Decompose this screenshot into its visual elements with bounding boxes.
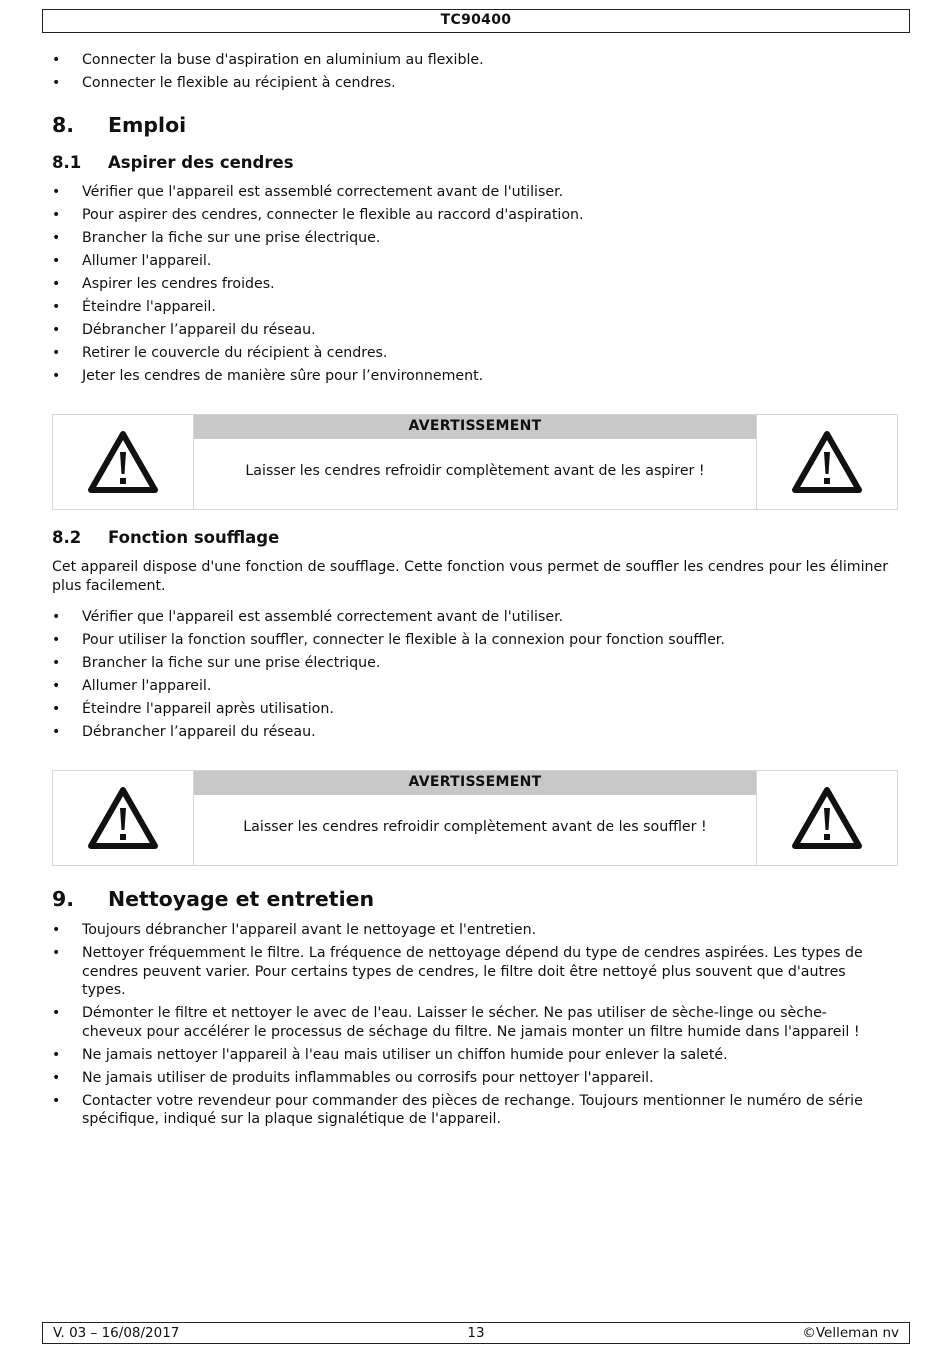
section-9-list	[52, 921, 882, 1133]
list-item: • Démonter le filtre et nettoyer le avec de l'eau. Laisser le sécher. Ne pas utiliser de sèche-linge ou sèche-cheveux pour accélérer le processus de séchage du filtre. Ne jamais monter un filtre humide dans l'appareil !	[52, 1004, 882, 1041]
list-item: • Aspirer les cendres froides.	[52, 275, 882, 294]
warning-heading: AVERTISSEMENT	[194, 415, 756, 439]
list-item: • Ne jamais nettoyer l'appareil à l'eau mais utiliser un chiffon humide pour enlever la saleté.	[52, 1046, 882, 1065]
subsection-title: Fonction soufflage	[108, 528, 280, 547]
list-item: • Toujours débrancher l'appareil avant le nettoyage et l'entretien.	[52, 921, 882, 940]
subsection-title: Aspirer des cendres	[108, 153, 294, 172]
document-version: V. 03 – 16/08/2017	[53, 1325, 180, 1341]
subsection-heading-8-1	[52, 153, 294, 172]
warning-box-aspirer	[52, 414, 898, 510]
list-item: • Pour utiliser la fonction souffler, connecter le flexible à la connexion pour fonction souffler.	[52, 631, 882, 650]
warning-icon-cell	[53, 415, 194, 509]
section-title: Emploi	[108, 113, 187, 137]
list-item: • Connecter la buse d'aspiration en aluminium au flexible.	[52, 51, 882, 70]
warning-triangle-icon	[791, 430, 863, 494]
warning-triangle-icon	[791, 786, 863, 850]
warning-content	[194, 415, 756, 509]
list-item: • Pour aspirer des cendres, connecter le flexible au raccord d'aspiration.	[52, 206, 882, 225]
warning-triangle-icon	[87, 430, 159, 494]
section-heading-8	[52, 113, 186, 137]
intro-list	[52, 51, 882, 97]
warning-icon-cell	[756, 771, 897, 865]
list-item: • Vérifier que l'appareil est assemblé correctement avant de l'utiliser.	[52, 183, 882, 202]
page-header	[42, 9, 910, 33]
warning-icon-cell	[53, 771, 194, 865]
list-item: • Nettoyer fréquemment le filtre. La fréquence de nettoyage dépend du type de cendres aspirées. Les types de cendres peuvent varier. Pour certains types de cendres, le filtre doit être nettoyé plus souvent que d'autres types.	[52, 944, 882, 1000]
list-item: • Brancher la fiche sur une prise électrique.	[52, 654, 882, 673]
list-item: • Débrancher l’appareil du réseau.	[52, 723, 882, 742]
page-number: 13	[467, 1325, 485, 1341]
warning-message: Laisser les cendres refroidir complètement avant de les aspirer !	[245, 463, 705, 479]
subsection-heading-8-2	[52, 528, 279, 547]
section-number: 8.	[52, 113, 75, 137]
list-item: • Contacter votre revendeur pour commander des pièces de rechange. Toujours mentionner le numéro de série spécifique, indiqué sur la plaque signalétique de l'appareil.	[52, 1092, 882, 1129]
list-item: • Connecter le flexible au récipient à cendres.	[52, 74, 882, 93]
list-item: • Retirer le couvercle du récipient à cendres.	[52, 344, 882, 363]
section-8-1-list	[52, 183, 882, 390]
list-item: • Jeter les cendres de manière sûre pour l’environnement.	[52, 367, 882, 386]
list-item: • Éteindre l'appareil.	[52, 298, 882, 317]
list-item: • Vérifier que l'appareil est assemblé correctement avant de l'utiliser.	[52, 608, 882, 627]
section-8-2-list	[52, 608, 882, 746]
warning-icon-cell	[756, 415, 897, 509]
list-item: • Ne jamais utiliser de produits inflammables ou corrosifs pour nettoyer l'appareil.	[52, 1069, 882, 1088]
section-heading-9	[52, 887, 374, 911]
warning-content	[194, 771, 756, 865]
list-item: • Brancher la fiche sur une prise électrique.	[52, 229, 882, 248]
list-item: • Allumer l'appareil.	[52, 252, 882, 271]
section-8-2-paragraph: Cet appareil dispose d'une fonction de soufflage. Cette fonction vous permet de souffler les cendres pour les éliminer plus facilement.	[52, 559, 889, 594]
warning-box-souffler	[52, 770, 898, 866]
section-number: 9.	[52, 887, 75, 911]
copyright: ©Velleman nv	[802, 1325, 899, 1341]
list-item: • Éteindre l'appareil après utilisation.	[52, 700, 882, 719]
list-item: • Allumer l'appareil.	[52, 677, 882, 696]
warning-heading: AVERTISSEMENT	[194, 771, 756, 795]
subsection-number: 8.1	[52, 153, 82, 172]
list-item: • Débrancher l’appareil du réseau.	[52, 321, 882, 340]
page-footer	[42, 1322, 910, 1344]
subsection-number: 8.2	[52, 528, 82, 547]
section-title: Nettoyage et entretien	[108, 887, 375, 911]
document-title: TC90400	[440, 12, 512, 28]
warning-triangle-icon	[87, 786, 159, 850]
warning-message: Laisser les cendres refroidir complètement avant de les souffler !	[243, 819, 707, 835]
